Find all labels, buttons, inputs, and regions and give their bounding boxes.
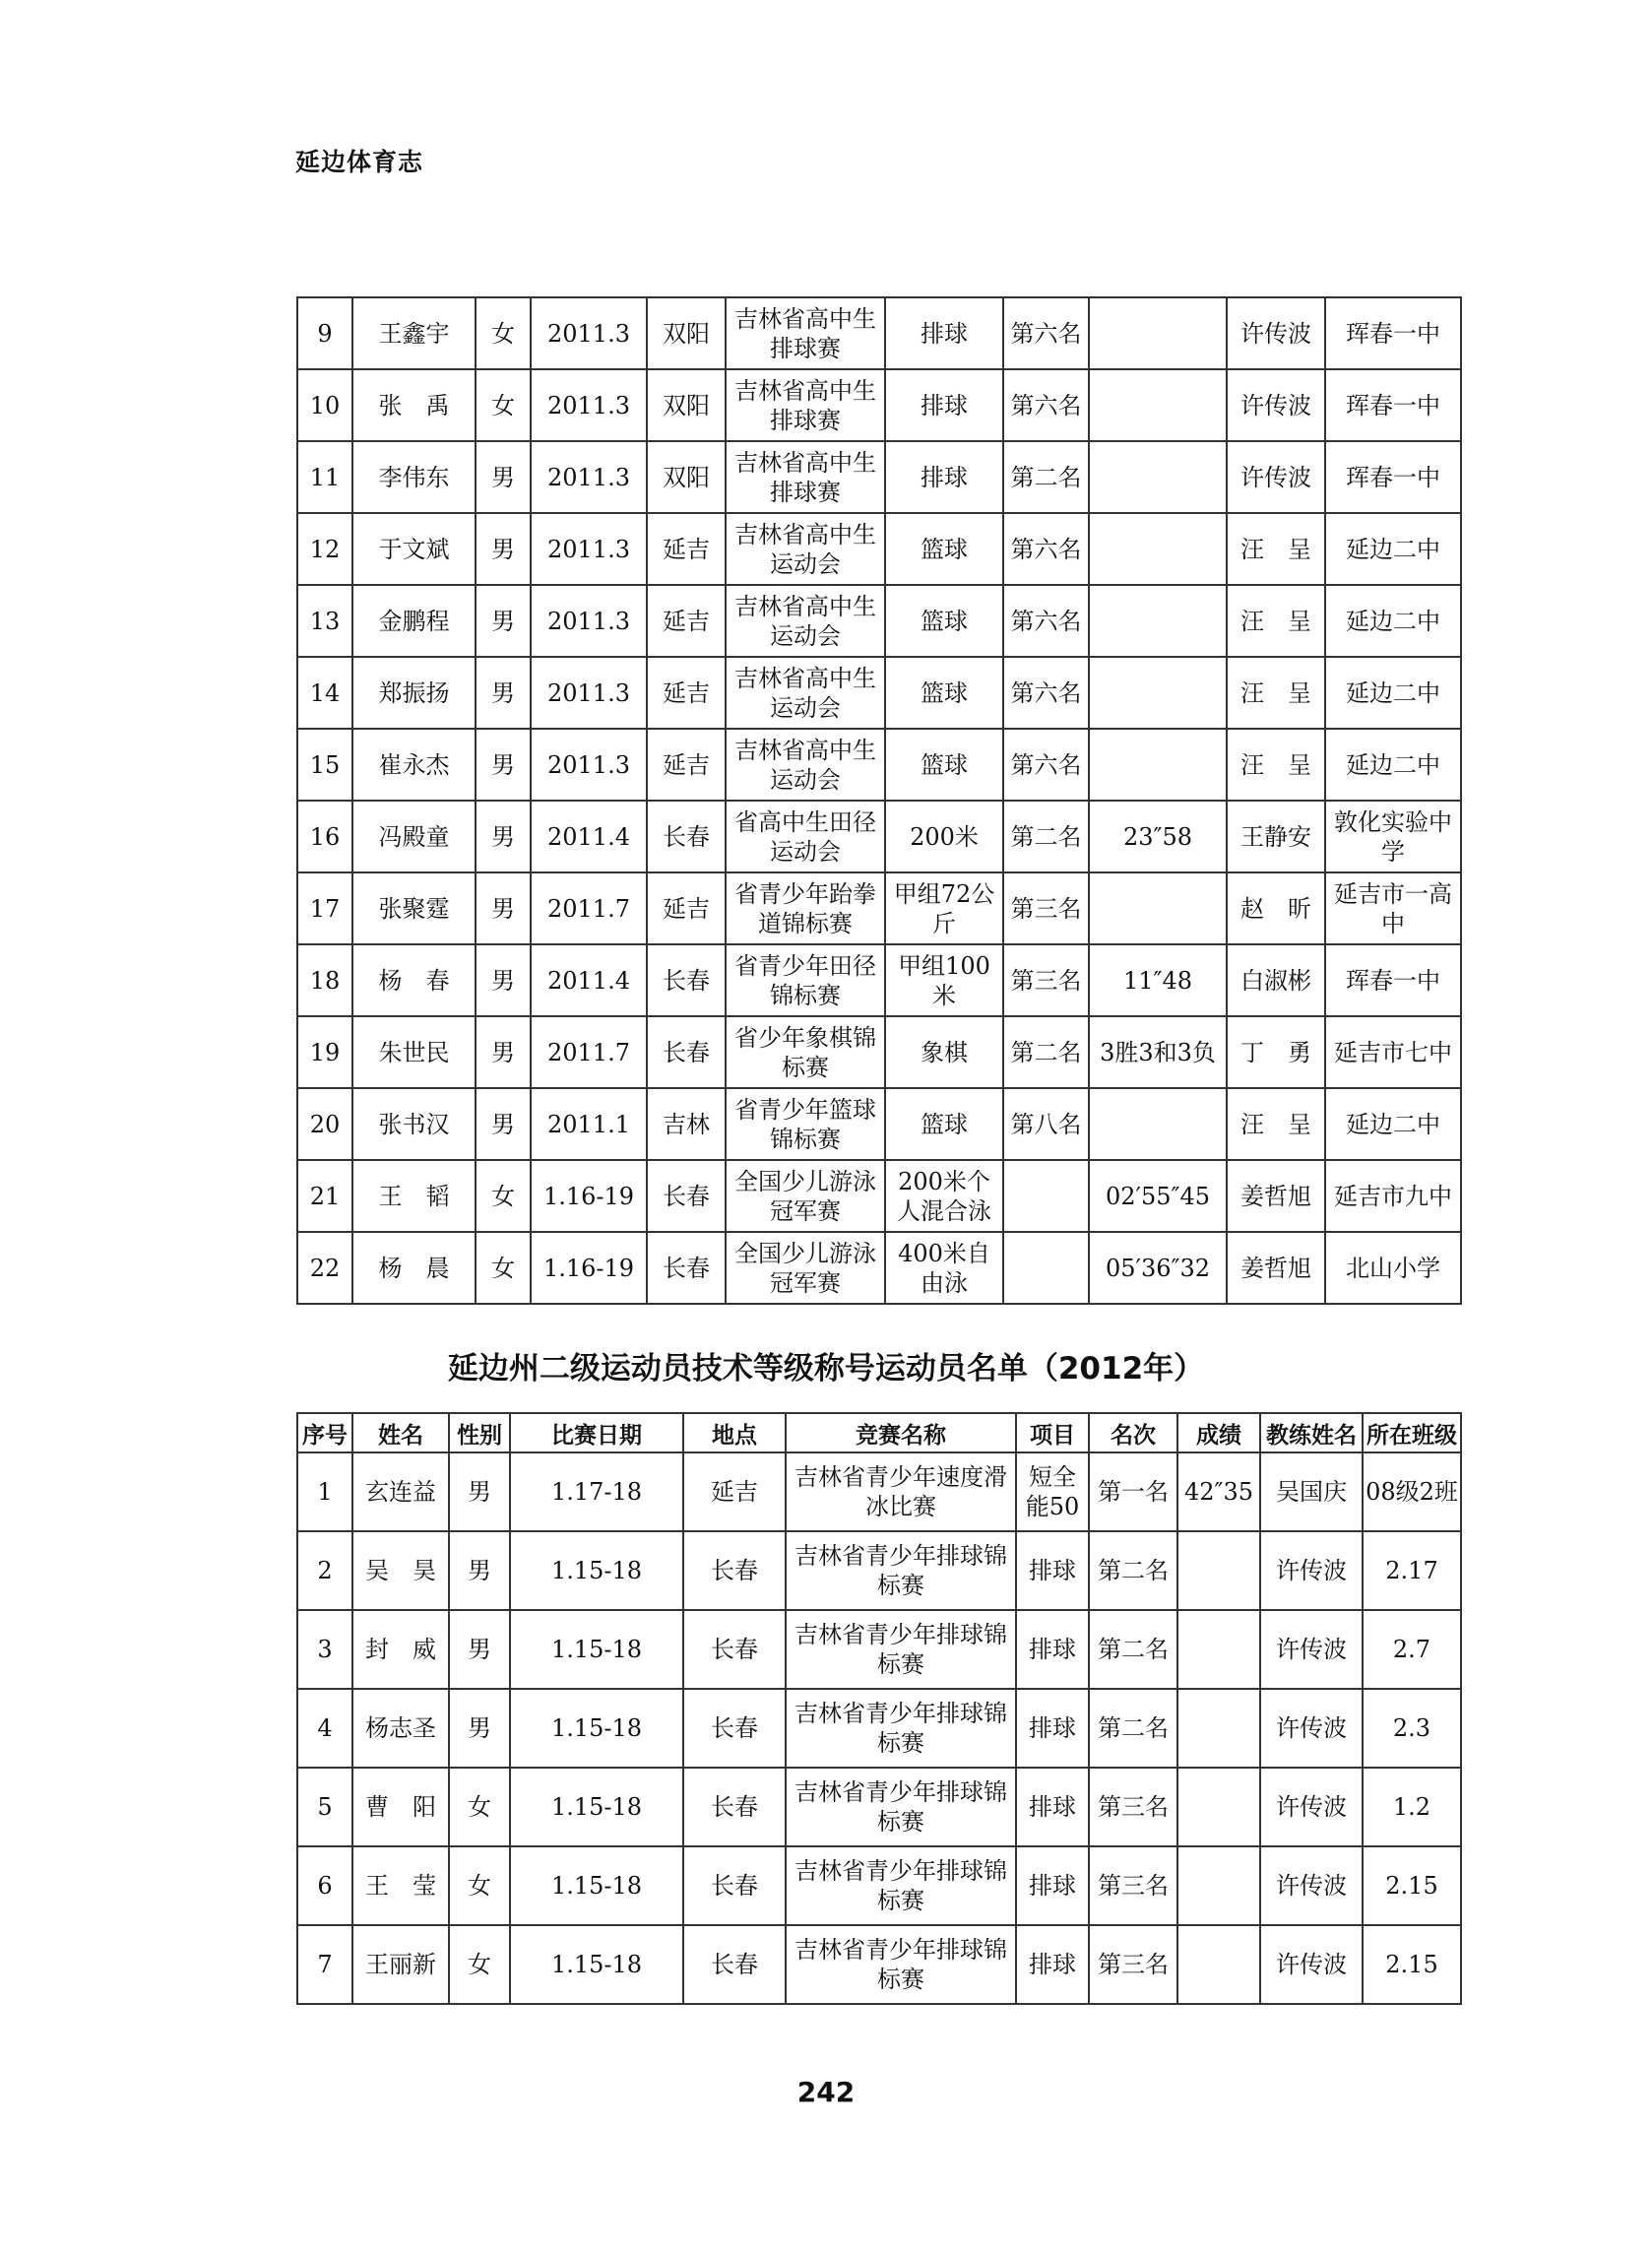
location-cell: 长春: [683, 1925, 786, 2004]
competition-cell: 吉林省高中生排球赛: [726, 441, 885, 513]
competition-cell: 吉林省青少年排球锦标赛: [786, 1610, 1016, 1689]
school-cell: 珲春一中: [1325, 369, 1461, 441]
competition-cell: 省少年象棋锦标赛: [726, 1016, 885, 1088]
table-row: [297, 1088, 1461, 1160]
index-cell: 12: [297, 513, 352, 585]
result-cell: [1089, 1088, 1227, 1160]
location-cell: 长春: [647, 1232, 726, 1304]
coach-cell: 许传波: [1260, 1689, 1363, 1768]
competition-cell: 吉林省高中生运动会: [726, 729, 885, 801]
date-cell: 2011.1: [531, 1088, 647, 1160]
name-cell: 王丽新: [352, 1925, 449, 2004]
table-title: 延边州二级运动员技术等级称号运动员名单（2012年）: [447, 1351, 1205, 1386]
index-cell: 11: [297, 441, 352, 513]
gender-cell: 女: [449, 1846, 510, 1925]
rank-cell: 第三名: [1003, 944, 1089, 1016]
rank-cell: 第六名: [1003, 369, 1089, 441]
competition-cell: 吉林省高中生排球赛: [726, 369, 885, 441]
location-cell: 延吉: [647, 657, 726, 729]
index-cell: 14: [297, 657, 352, 729]
name-cell: 于文斌: [352, 513, 476, 585]
column-header: 成绩: [1177, 1413, 1260, 1452]
location-cell: 延吉: [647, 729, 726, 801]
school-cell: 2.17: [1363, 1531, 1461, 1610]
coach-cell: 许传波: [1227, 369, 1325, 441]
gender-cell: 女: [476, 1232, 531, 1304]
event-cell: 排球: [885, 369, 1003, 441]
index-cell: 17: [297, 872, 352, 944]
column-header: 竞赛名称: [786, 1413, 1016, 1452]
name-cell: 王 韬: [352, 1160, 476, 1232]
name-cell: 杨 春: [352, 944, 476, 1016]
event-cell: 篮球: [885, 585, 1003, 657]
result-cell: [1089, 297, 1227, 369]
athlete-table-body: [297, 297, 1461, 1304]
school-cell: 2.7: [1363, 1610, 1461, 1689]
location-cell: 长春: [647, 1160, 726, 1232]
index-cell: 3: [297, 1610, 352, 1689]
event-cell: 400米自由泳: [885, 1232, 1003, 1304]
rank-cell: 第六名: [1003, 297, 1089, 369]
table-row: [297, 1925, 1461, 2004]
school-cell: 敦化实验中学: [1325, 801, 1461, 872]
result-cell: [1089, 657, 1227, 729]
name-cell: 杨志圣: [352, 1689, 449, 1768]
table-row: [297, 1531, 1461, 1610]
coach-cell: 白淑彬: [1227, 944, 1325, 1016]
event-cell: 排球: [1016, 1531, 1089, 1610]
index-cell: 21: [297, 1160, 352, 1232]
column-header: 所在班级: [1363, 1413, 1461, 1452]
competition-cell: 省青少年篮球锦标赛: [726, 1088, 885, 1160]
result-cell: [1089, 872, 1227, 944]
table-row: [297, 1452, 1461, 1531]
coach-cell: 王静安: [1227, 801, 1325, 872]
name-cell: 曹 阳: [352, 1768, 449, 1846]
table-row: [297, 657, 1461, 729]
competition-cell: 吉林省高中生运动会: [726, 585, 885, 657]
rank-cell: 第三名: [1003, 872, 1089, 944]
school-cell: 珲春一中: [1325, 297, 1461, 369]
location-cell: 吉林: [647, 1088, 726, 1160]
running-header: 延边体育志: [295, 148, 424, 176]
location-cell: 双阳: [647, 369, 726, 441]
column-header: 性别: [449, 1413, 510, 1452]
date-cell: 2011.4: [531, 801, 647, 872]
location-cell: 延吉: [647, 513, 726, 585]
table-row: [297, 513, 1461, 585]
name-cell: 张聚霆: [352, 872, 476, 944]
date-cell: 1.15-18: [510, 1689, 683, 1768]
name-cell: 封 威: [352, 1610, 449, 1689]
rank-cell: 第二名: [1003, 441, 1089, 513]
gender-cell: 男: [476, 801, 531, 872]
result-cell: [1089, 729, 1227, 801]
location-cell: 双阳: [647, 297, 726, 369]
name-cell: 王鑫宇: [352, 297, 476, 369]
rank-cell: 第三名: [1089, 1846, 1177, 1925]
date-cell: 2011.4: [531, 944, 647, 1016]
name-cell: 郑振扬: [352, 657, 476, 729]
name-cell: 张书汉: [352, 1088, 476, 1160]
index-cell: 18: [297, 944, 352, 1016]
coach-cell: 丁 勇: [1227, 1016, 1325, 1088]
event-cell: 象棋: [885, 1016, 1003, 1088]
gender-cell: 女: [476, 297, 531, 369]
gender-cell: 男: [449, 1610, 510, 1689]
location-cell: 长春: [647, 1016, 726, 1088]
coach-cell: 许传波: [1260, 1768, 1363, 1846]
school-cell: 北山小学: [1325, 1232, 1461, 1304]
school-cell: 2.3: [1363, 1689, 1461, 1768]
result-cell: 02′55″45: [1089, 1160, 1227, 1232]
coach-cell: 汪 呈: [1227, 585, 1325, 657]
date-cell: 1.15-18: [510, 1768, 683, 1846]
rank-cell: 第二名: [1003, 1016, 1089, 1088]
column-header: 项目: [1016, 1413, 1089, 1452]
index-cell: 16: [297, 801, 352, 872]
competition-cell: 吉林省青少年排球锦标赛: [786, 1689, 1016, 1768]
column-header: 序号: [297, 1413, 352, 1452]
name-cell: 玄连益: [352, 1452, 449, 1531]
event-cell: 排球: [1016, 1768, 1089, 1846]
result-cell: 05′36″32: [1089, 1232, 1227, 1304]
event-cell: 篮球: [885, 657, 1003, 729]
coach-cell: 许传波: [1260, 1610, 1363, 1689]
school-cell: 延边二中: [1325, 657, 1461, 729]
competition-cell: 省青少年田径锦标赛: [726, 944, 885, 1016]
competition-cell: 吉林省高中生排球赛: [726, 297, 885, 369]
coach-cell: 汪 呈: [1227, 513, 1325, 585]
result-cell: [1177, 1689, 1260, 1768]
competition-cell: 省青少年跆拳道锦标赛: [726, 872, 885, 944]
date-cell: 1.15-18: [510, 1846, 683, 1925]
date-cell: 1.16-19: [531, 1232, 647, 1304]
gender-cell: 男: [476, 513, 531, 585]
date-cell: 2011.3: [531, 657, 647, 729]
date-cell: 2011.3: [531, 729, 647, 801]
page-number: 242: [796, 2076, 856, 2108]
result-cell: [1177, 1610, 1260, 1689]
rank-cell: 第二名: [1003, 801, 1089, 872]
event-cell: 200米: [885, 801, 1003, 872]
table-row: [297, 801, 1461, 872]
index-cell: 4: [297, 1689, 352, 1768]
competition-cell: 吉林省高中生运动会: [726, 513, 885, 585]
gender-cell: 男: [476, 872, 531, 944]
index-cell: 22: [297, 1232, 352, 1304]
competition-cell: 吉林省青少年排球锦标赛: [786, 1531, 1016, 1610]
location-cell: 长春: [683, 1846, 786, 1925]
location-cell: 长春: [683, 1768, 786, 1846]
index-cell: 7: [297, 1925, 352, 2004]
competition-cell: 吉林省青少年速度滑冰比赛: [786, 1452, 1016, 1531]
location-cell: 双阳: [647, 441, 726, 513]
rank-cell: 第八名: [1003, 1088, 1089, 1160]
event-cell: 甲组72公斤: [885, 872, 1003, 944]
date-cell: 2011.3: [531, 441, 647, 513]
rank-cell: [1003, 1232, 1089, 1304]
gender-cell: 男: [476, 1088, 531, 1160]
table-row: [297, 1232, 1461, 1304]
competition-cell: 全国少儿游泳冠军赛: [726, 1160, 885, 1232]
school-cell: 08级2班: [1363, 1452, 1461, 1531]
result-cell: [1089, 585, 1227, 657]
name-cell: 金鹏程: [352, 585, 476, 657]
index-cell: 9: [297, 297, 352, 369]
name-cell: 杨 晨: [352, 1232, 476, 1304]
table-header-row: [297, 1413, 1461, 1452]
date-cell: 1.15-18: [510, 1610, 683, 1689]
table-row: [297, 872, 1461, 944]
location-cell: 长春: [647, 801, 726, 872]
location-cell: 长春: [647, 944, 726, 1016]
location-cell: 延吉: [683, 1452, 786, 1531]
gender-cell: 男: [476, 441, 531, 513]
competition-cell: 吉林省高中生运动会: [726, 657, 885, 729]
coach-cell: 汪 呈: [1227, 729, 1325, 801]
coach-cell: 许传波: [1227, 297, 1325, 369]
event-cell: 篮球: [885, 513, 1003, 585]
index-cell: 1: [297, 1452, 352, 1531]
rank-cell: 第一名: [1089, 1452, 1177, 1531]
name-cell: 朱世民: [352, 1016, 476, 1088]
index-cell: 5: [297, 1768, 352, 1846]
table-row: [297, 297, 1461, 369]
gender-cell: 女: [449, 1768, 510, 1846]
event-cell: 排球: [1016, 1846, 1089, 1925]
coach-cell: 姜哲旭: [1227, 1160, 1325, 1232]
event-cell: 短全能50: [1016, 1452, 1089, 1531]
event-cell: 篮球: [885, 1088, 1003, 1160]
result-cell: 11″48: [1089, 944, 1227, 1016]
table-row: [297, 729, 1461, 801]
competition-cell: 吉林省青少年排球锦标赛: [786, 1768, 1016, 1846]
school-cell: 延边二中: [1325, 729, 1461, 801]
gender-cell: 男: [476, 585, 531, 657]
coach-cell: 汪 呈: [1227, 657, 1325, 729]
event-cell: 排球: [885, 441, 1003, 513]
coach-cell: 许传波: [1227, 441, 1325, 513]
table-row: [297, 441, 1461, 513]
table-row: [297, 1689, 1461, 1768]
gender-cell: 女: [476, 369, 531, 441]
gender-cell: 男: [476, 657, 531, 729]
result-cell: [1089, 369, 1227, 441]
date-cell: 2011.3: [531, 369, 647, 441]
coach-cell: 汪 呈: [1227, 1088, 1325, 1160]
gender-cell: 男: [449, 1531, 510, 1610]
date-cell: 2011.7: [531, 1016, 647, 1088]
coach-cell: 姜哲旭: [1227, 1232, 1325, 1304]
index-cell: 13: [297, 585, 352, 657]
result-cell: [1177, 1768, 1260, 1846]
table-row: [297, 1610, 1461, 1689]
date-cell: 1.15-18: [510, 1925, 683, 2004]
school-cell: 2.15: [1363, 1925, 1461, 2004]
competition-cell: 吉林省青少年排球锦标赛: [786, 1846, 1016, 1925]
index-cell: 6: [297, 1846, 352, 1925]
table-row: [297, 1768, 1461, 1846]
gender-cell: 女: [476, 1160, 531, 1232]
location-cell: 延吉: [647, 585, 726, 657]
school-cell: 珲春一中: [1325, 944, 1461, 1016]
rank-cell: [1003, 1160, 1089, 1232]
date-cell: 1.17-18: [510, 1452, 683, 1531]
rank-cell: 第六名: [1003, 657, 1089, 729]
rank-cell: 第三名: [1089, 1768, 1177, 1846]
location-cell: 长春: [683, 1689, 786, 1768]
rank-cell: 第六名: [1003, 729, 1089, 801]
result-cell: 3胜3和3负: [1089, 1016, 1227, 1088]
column-header: 姓名: [352, 1413, 449, 1452]
school-cell: 2.15: [1363, 1846, 1461, 1925]
location-cell: 长春: [683, 1610, 786, 1689]
competition-cell: 吉林省青少年排球锦标赛: [786, 1925, 1016, 2004]
date-cell: 1.16-19: [531, 1160, 647, 1232]
athlete-grade-table-body: [297, 1452, 1461, 2004]
date-cell: 2011.7: [531, 872, 647, 944]
result-cell: 42″35: [1177, 1452, 1260, 1531]
coach-cell: 许传波: [1260, 1925, 1363, 2004]
rank-cell: 第三名: [1089, 1925, 1177, 2004]
rank-cell: 第二名: [1089, 1610, 1177, 1689]
gender-cell: 女: [449, 1925, 510, 2004]
event-cell: 排球: [1016, 1925, 1089, 2004]
event-cell: 200米个人混合泳: [885, 1160, 1003, 1232]
event-cell: 排球: [885, 297, 1003, 369]
gender-cell: 男: [476, 944, 531, 1016]
date-cell: 1.15-18: [510, 1531, 683, 1610]
athlete-grade-table: [296, 1412, 1462, 2005]
name-cell: 张 禹: [352, 369, 476, 441]
school-cell: 延吉市九中: [1325, 1160, 1461, 1232]
coach-cell: 许传波: [1260, 1846, 1363, 1925]
location-cell: 长春: [683, 1531, 786, 1610]
name-cell: 冯殿童: [352, 801, 476, 872]
result-cell: [1177, 1531, 1260, 1610]
result-cell: [1089, 441, 1227, 513]
table-row: [297, 369, 1461, 441]
result-cell: [1177, 1925, 1260, 2004]
name-cell: 李伟东: [352, 441, 476, 513]
index-cell: 20: [297, 1088, 352, 1160]
event-cell: 排球: [1016, 1689, 1089, 1768]
event-cell: 篮球: [885, 729, 1003, 801]
date-cell: 2011.3: [531, 297, 647, 369]
gender-cell: 男: [449, 1689, 510, 1768]
coach-cell: 吴国庆: [1260, 1452, 1363, 1531]
school-cell: 延边二中: [1325, 513, 1461, 585]
coach-cell: 赵 昕: [1227, 872, 1325, 944]
column-header: 比赛日期: [510, 1413, 683, 1452]
event-cell: 甲组100米: [885, 944, 1003, 1016]
column-header: 教练姓名: [1260, 1413, 1363, 1452]
column-header: 地点: [683, 1413, 786, 1452]
competition-cell: 省高中生田径运动会: [726, 801, 885, 872]
result-cell: [1177, 1846, 1260, 1925]
index-cell: 15: [297, 729, 352, 801]
date-cell: 2011.3: [531, 585, 647, 657]
competition-cell: 全国少儿游泳冠军赛: [726, 1232, 885, 1304]
rank-cell: 第二名: [1089, 1531, 1177, 1610]
result-cell: 23″58: [1089, 801, 1227, 872]
gender-cell: 男: [476, 729, 531, 801]
gender-cell: 男: [476, 1016, 531, 1088]
name-cell: 王 莹: [352, 1846, 449, 1925]
school-cell: 延边二中: [1325, 1088, 1461, 1160]
athlete-table-continued: [296, 296, 1462, 1305]
rank-cell: 第二名: [1089, 1689, 1177, 1768]
index-cell: 2: [297, 1531, 352, 1610]
table-row: [297, 944, 1461, 1016]
school-cell: 珲春一中: [1325, 441, 1461, 513]
table-row: [297, 1846, 1461, 1925]
table-row: [297, 1160, 1461, 1232]
gender-cell: 男: [449, 1452, 510, 1531]
rank-cell: 第六名: [1003, 513, 1089, 585]
school-cell: 1.2: [1363, 1768, 1461, 1846]
result-cell: [1089, 513, 1227, 585]
name-cell: 吴 昊: [352, 1531, 449, 1610]
event-cell: 排球: [1016, 1610, 1089, 1689]
school-cell: 延边二中: [1325, 585, 1461, 657]
table-row: [297, 1016, 1461, 1088]
name-cell: 崔永杰: [352, 729, 476, 801]
school-cell: 延吉市一高中: [1325, 872, 1461, 944]
index-cell: 19: [297, 1016, 352, 1088]
location-cell: 延吉: [647, 872, 726, 944]
rank-cell: 第六名: [1003, 585, 1089, 657]
column-header: 名次: [1089, 1413, 1177, 1452]
coach-cell: 许传波: [1260, 1531, 1363, 1610]
table-row: [297, 585, 1461, 657]
school-cell: 延吉市七中: [1325, 1016, 1461, 1088]
index-cell: 10: [297, 369, 352, 441]
date-cell: 2011.3: [531, 513, 647, 585]
